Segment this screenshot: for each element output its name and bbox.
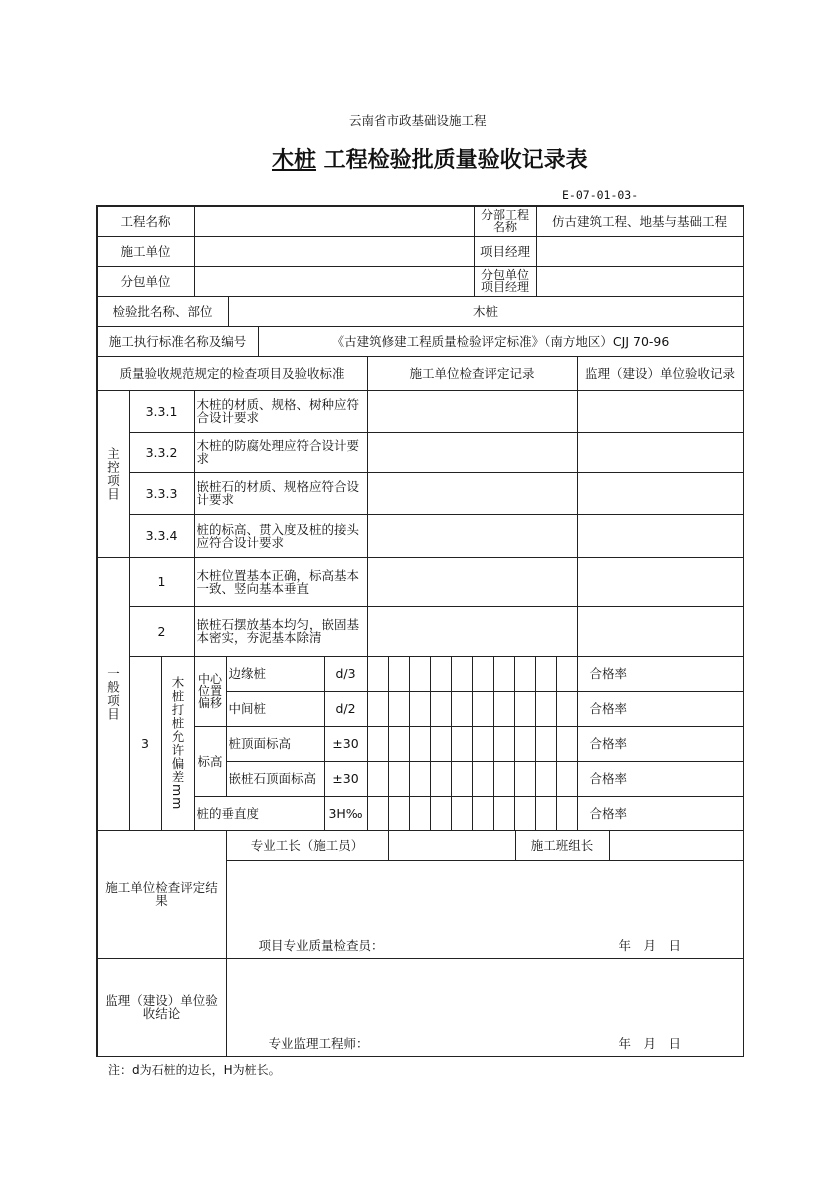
pass-rate — [577, 726, 744, 762]
general-item-contractor-record[interactable] — [367, 606, 578, 657]
main-item-supervisor-record[interactable] — [577, 390, 744, 433]
center-offset-group — [194, 656, 227, 727]
sub-project-label-text: 分部工程名称 — [480, 208, 529, 234]
measurement-cell[interactable] — [493, 691, 515, 727]
main-item-text — [194, 390, 368, 433]
measurement-cell[interactable] — [514, 656, 536, 692]
batch-value — [228, 296, 744, 327]
measurement-cell[interactable] — [493, 726, 515, 762]
col-items-header-text: 质量验收规范规定的检查项目及验收标准 — [119, 365, 345, 381]
main-item-code — [129, 390, 195, 433]
col-items-header — [97, 356, 368, 391]
deviation-code — [129, 656, 162, 831]
supervisor-conclusion-label — [97, 958, 227, 1057]
date-2: 年 月 日 — [618, 1035, 682, 1051]
measurement-cell[interactable] — [556, 761, 578, 797]
general-items-label — [97, 557, 130, 831]
measurement-cell[interactable] — [535, 761, 557, 797]
measurement-cell[interactable] — [388, 726, 410, 762]
batch-value-text: 木桩 — [472, 303, 498, 319]
supervisor-conclusion-field[interactable] — [226, 958, 744, 1057]
main-item-code-text: 3.3.4 — [145, 528, 178, 543]
main-item-text-text: 嵌桩石的材质、规格应符合设计要求 — [196, 479, 360, 507]
center-offset-group-text: 中心位置偏移 — [197, 672, 222, 710]
main-item-text — [194, 514, 368, 558]
project-name-label — [97, 206, 195, 237]
measurement-cell[interactable] — [388, 656, 410, 692]
measurement-cell[interactable] — [451, 656, 473, 692]
main-item-text-text: 木桩的防腐处理应符合设计要求 — [196, 438, 360, 466]
measurement-cell[interactable] — [472, 656, 494, 692]
col-supervisor-header — [577, 356, 744, 391]
main-item-code — [129, 432, 195, 473]
col-contractor-header-text: 施工单位检查评定记录 — [409, 365, 535, 381]
deviation-label — [161, 656, 195, 831]
general-item-text-text: 嵌桩石摆放基本均匀，嵌固基本密实，夯泥基本除清 — [196, 617, 360, 645]
sub-project-label — [474, 206, 537, 237]
measurement-cell[interactable] — [451, 691, 473, 727]
pass-rate-text: 合格率 — [589, 666, 628, 681]
engineer-label: 专业监理工程师： — [268, 1035, 369, 1051]
measurement-cell[interactable] — [430, 761, 452, 797]
col-contractor-header — [367, 356, 578, 391]
general-items-label-text: 一般项目 — [105, 666, 121, 721]
measurement-cell[interactable] — [556, 796, 578, 831]
deviation-item-name — [226, 691, 325, 727]
pass-rate-text: 合格率 — [589, 771, 628, 786]
pass-rate — [577, 691, 744, 727]
deviation-item-name-text: 边缘桩 — [228, 666, 267, 681]
measurement-cell[interactable] — [430, 691, 452, 727]
team-leader-label-text: 施工班组长 — [530, 837, 594, 853]
sub-pm-label-text: 分包单位项目经理 — [480, 268, 529, 294]
project-name-label-text: 工程名称 — [120, 213, 171, 229]
contractor-field[interactable] — [194, 236, 475, 267]
measurement-cell[interactable] — [535, 796, 557, 831]
measurement-cell[interactable] — [556, 691, 578, 727]
measurement-cell[interactable] — [430, 726, 452, 762]
general-item-text — [194, 557, 368, 607]
batch-label — [97, 296, 229, 327]
subcontractor-field[interactable] — [194, 266, 475, 297]
measurement-cell[interactable] — [388, 691, 410, 727]
measurement-cell[interactable] — [367, 691, 389, 727]
sub-pm-field[interactable] — [536, 266, 744, 297]
inspector-label: 项目专业质量检查员： — [258, 937, 384, 953]
sub-project-value — [536, 206, 744, 237]
elevation-group — [194, 726, 227, 797]
measurement-cell[interactable] — [535, 691, 557, 727]
pass-rate — [577, 796, 744, 831]
measurement-cell[interactable] — [451, 761, 473, 797]
batch-label-text: 检验批名称、部位 — [112, 303, 213, 319]
measurement-cell[interactable] — [556, 726, 578, 762]
measurement-cell[interactable] — [472, 726, 494, 762]
measurement-cell[interactable] — [451, 726, 473, 762]
general-item-text-text: 木桩位置基本正确，标高基本一致、竖向基本垂直 — [196, 567, 360, 596]
pass-rate-text: 合格率 — [589, 701, 628, 716]
deviation-tolerance-text: d/3 — [335, 666, 356, 681]
team-leader-field[interactable] — [609, 830, 744, 861]
measurement-cell[interactable] — [472, 691, 494, 727]
contractor-result-label — [97, 830, 227, 959]
contractor-label-text: 施工单位 — [120, 243, 171, 259]
main-item-contractor-record[interactable] — [367, 472, 578, 515]
standard-label — [97, 326, 259, 357]
deviation-item-name-text: 桩的垂直度 — [196, 805, 260, 821]
main-item-code — [129, 472, 195, 515]
contractor-result-field[interactable] — [226, 860, 744, 959]
subcontractor-label — [97, 266, 195, 297]
main-item-code-text: 3.3.1 — [145, 403, 178, 419]
foreman-label — [226, 830, 389, 861]
pass-rate — [577, 761, 744, 797]
measurement-cell[interactable] — [367, 656, 389, 692]
main-item-contractor-record[interactable] — [367, 432, 578, 473]
deviation-item-name-text: 嵌桩石顶面标高 — [228, 771, 317, 786]
measurement-cell[interactable] — [535, 726, 557, 762]
main-item-code-text: 3.3.2 — [145, 444, 178, 460]
general-item-supervisor-record[interactable] — [577, 557, 744, 607]
pass-rate — [577, 656, 744, 692]
main-item-code-text: 3.3.3 — [145, 485, 178, 501]
sub-pm-label — [474, 266, 537, 297]
deviation-item-name — [226, 656, 325, 692]
standard-value — [258, 326, 744, 357]
main-item-text — [194, 432, 368, 473]
main-item-supervisor-record[interactable] — [577, 432, 744, 473]
main-items-label — [97, 390, 130, 558]
pm-label — [474, 236, 537, 267]
measurement-cell[interactable] — [409, 656, 431, 692]
deviation-item-name — [226, 726, 325, 762]
general-item-supervisor-record[interactable] — [577, 606, 744, 657]
measurement-cell[interactable] — [472, 796, 494, 831]
main-items-label-text: 主控项目 — [105, 446, 121, 501]
measurement-cell[interactable] — [409, 761, 431, 797]
measurement-cell[interactable] — [556, 656, 578, 692]
deviation-tolerance-text: 3H‰ — [328, 805, 363, 821]
measurement-cell[interactable] — [535, 656, 557, 692]
deviation-item-name-text: 桩顶面标高 — [228, 736, 292, 751]
main-item-text-text: 木桩的材质、规格、树种应符合设计要求 — [196, 397, 360, 425]
footnote: 注：d为石桩的边长，H为桩长。 — [108, 1063, 281, 1077]
measurement-cell[interactable] — [430, 796, 452, 831]
deviation-tolerance-text: ±30 — [332, 736, 359, 751]
general-item-code-text: 1 — [157, 574, 166, 589]
measurement-cell[interactable] — [367, 761, 389, 797]
team-leader-label — [515, 830, 610, 861]
supervisor-conclusion-label-text: 监理（建设）单位验收结论 — [105, 993, 218, 1021]
measurement-cell[interactable] — [514, 691, 536, 727]
date-1: 年 月 日 — [618, 937, 682, 953]
contractor-result-label-text: 施工单位检查评定结果 — [105, 880, 218, 908]
deviation-item-name — [226, 761, 325, 797]
deviation-tolerance — [324, 796, 368, 831]
foreman-field[interactable] — [388, 830, 516, 861]
general-item-code-text: 2 — [157, 623, 166, 639]
title-rest: 工程检验批质量验收记录表 — [316, 148, 588, 173]
deviation-tolerance — [324, 656, 368, 692]
deviation-item-name — [194, 796, 325, 831]
measurement-cell[interactable] — [514, 726, 536, 762]
pass-rate-text: 合格率 — [589, 805, 628, 821]
measurement-cell[interactable] — [514, 761, 536, 797]
measurement-cell[interactable] — [409, 691, 431, 727]
measurement-cell[interactable] — [367, 726, 389, 762]
main-item-code — [129, 514, 195, 558]
measurement-cell[interactable] — [472, 761, 494, 797]
measurement-cell[interactable] — [388, 796, 410, 831]
project-name-field[interactable] — [194, 206, 475, 237]
measurement-cell[interactable] — [388, 761, 410, 797]
deviation-tolerance-text: d/2 — [335, 701, 356, 716]
deviation-tolerance — [324, 691, 368, 727]
general-item-code — [129, 606, 195, 657]
foreman-label-text: 专业工长（施工员） — [250, 837, 364, 853]
main-item-text — [194, 472, 368, 515]
measurement-cell[interactable] — [493, 796, 515, 831]
pm-label-text: 项目经理 — [479, 243, 530, 259]
deviation-code-text: 3 — [141, 735, 149, 751]
standard-value-text: 《古建筑修建工程质量检验评定标准》（南方地区）CJJ 70-96 — [331, 333, 670, 349]
organization: 云南省市政基础设施工程 — [349, 113, 487, 128]
measurement-cell[interactable] — [514, 796, 536, 831]
deviation-label-text: 木桩打桩允许偏差mm — [170, 675, 185, 811]
deviation-tolerance — [324, 761, 368, 797]
standard-label-text: 施工执行标准名称及编号 — [108, 333, 247, 349]
deviation-tolerance — [324, 726, 368, 762]
measurement-cell[interactable] — [367, 796, 389, 831]
pm-field[interactable] — [536, 236, 744, 267]
main-item-contractor-record[interactable] — [367, 514, 578, 558]
measurement-cell[interactable] — [451, 796, 473, 831]
main-item-supervisor-record[interactable] — [577, 472, 744, 515]
sub-project-value-text: 仿古建筑工程、地基与基础工程 — [551, 213, 727, 229]
general-item-contractor-record[interactable] — [367, 557, 578, 607]
pass-rate-text: 合格率 — [589, 736, 628, 751]
measurement-cell[interactable] — [430, 656, 452, 692]
contractor-label — [97, 236, 195, 267]
deviation-tolerance-text: ±30 — [332, 771, 359, 786]
deviation-item-name-text: 中间桩 — [228, 701, 267, 716]
main-item-contractor-record[interactable] — [367, 390, 578, 433]
form-code: E-07-01-03- — [562, 188, 639, 202]
col-supervisor-header-text: 监理（建设）单位验收记录 — [584, 365, 735, 381]
subcontractor-label-text: 分包单位 — [120, 273, 171, 289]
main-item-supervisor-record[interactable] — [577, 514, 744, 558]
general-item-code — [129, 557, 195, 607]
measurement-cell[interactable] — [409, 796, 431, 831]
title-item: 木桩 — [272, 148, 317, 173]
form-title — [272, 143, 588, 174]
main-item-text-text: 桩的标高、贯入度及桩的接头应符合设计要求 — [196, 521, 360, 550]
measurement-cell[interactable] — [493, 656, 515, 692]
general-item-text — [194, 606, 368, 657]
elevation-group-text: 标高 — [197, 753, 223, 769]
measurement-cell[interactable] — [493, 761, 515, 797]
measurement-cell[interactable] — [409, 726, 431, 762]
